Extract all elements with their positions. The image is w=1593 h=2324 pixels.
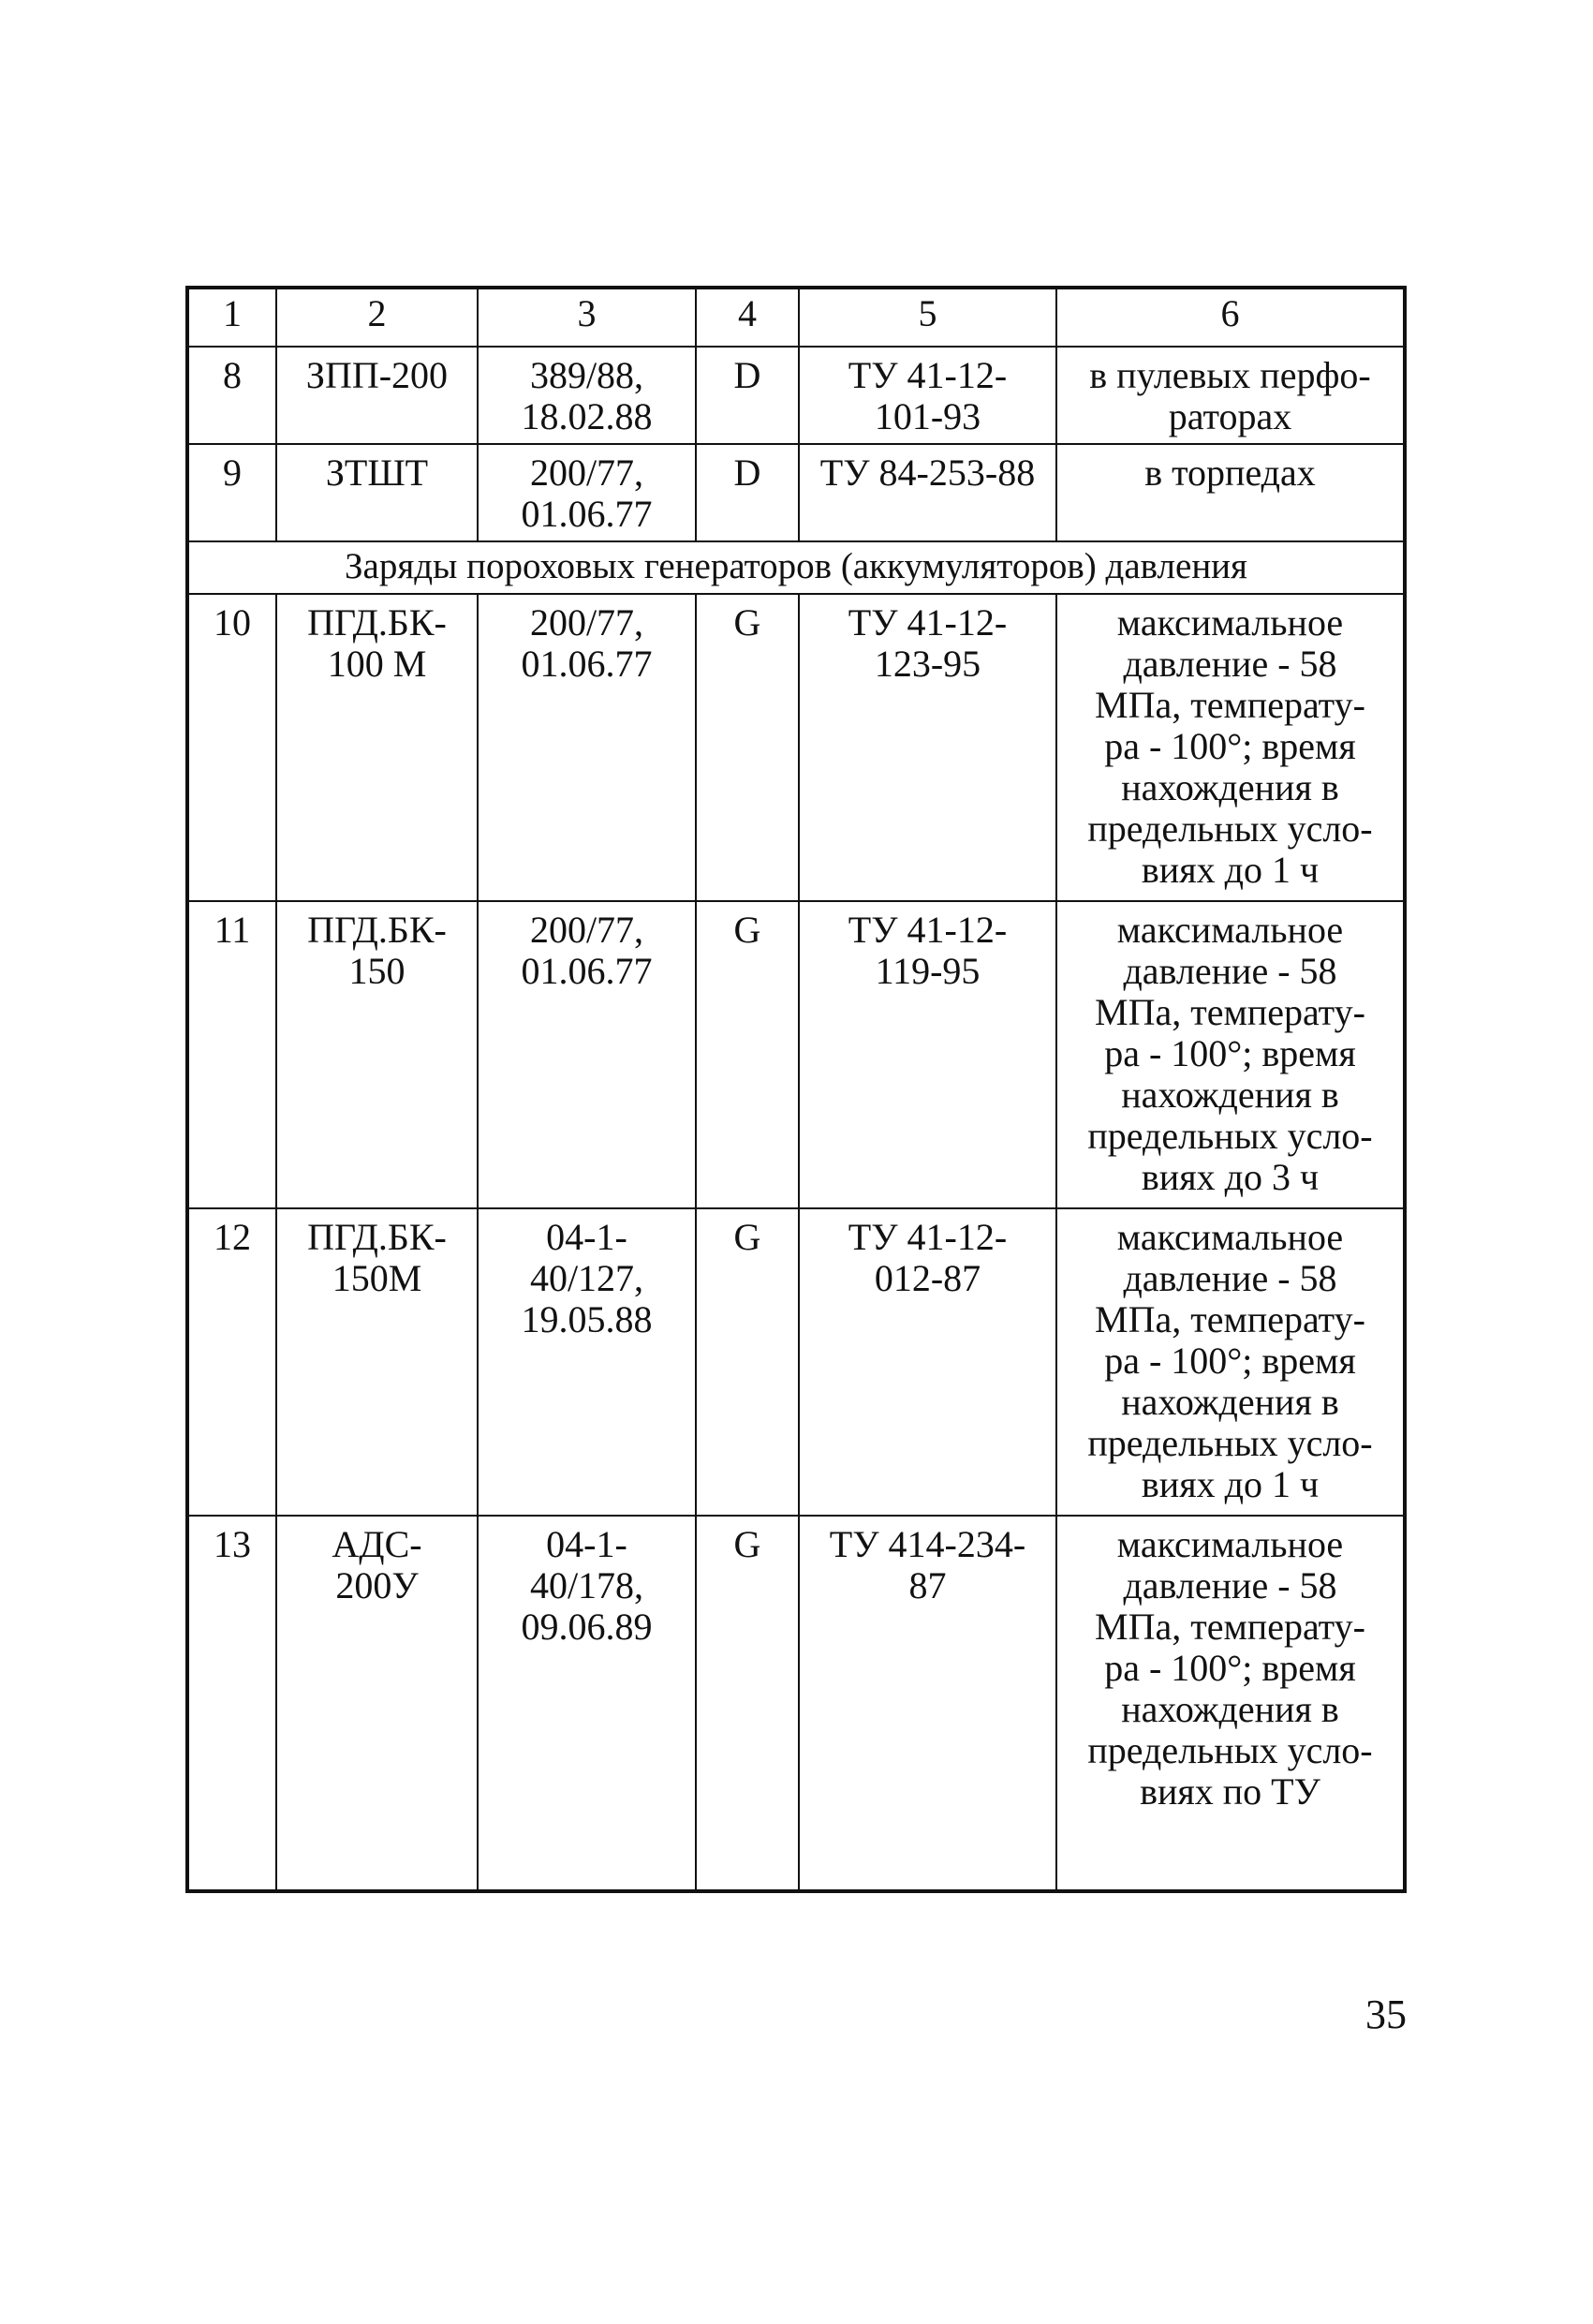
row-number: 11 (187, 901, 276, 1208)
header-cell: 5 (799, 288, 1056, 347)
header-cell: 6 (1056, 288, 1405, 347)
table-row (187, 1208, 1405, 1516)
charge-name: ПГД.БК- 100 М (276, 594, 478, 901)
permit-document: 200/77, 01.06.77 (478, 444, 696, 541)
technical-spec: ТУ 84-253-88 (799, 444, 1056, 541)
charges-table (185, 286, 1407, 1893)
technical-spec: ТУ 41-12- 012-87 (799, 1208, 1056, 1516)
charge-name: ЗПП-200 (276, 347, 478, 444)
technical-spec: ТУ 41-12- 119-95 (799, 901, 1056, 1208)
page-number: 35 (1365, 1991, 1407, 2037)
table-header-row (187, 288, 1405, 347)
usage-note: в пулевых перфо- раторах (1056, 347, 1405, 444)
table-row (187, 347, 1405, 444)
row-number: 8 (187, 347, 276, 444)
row-number: 12 (187, 1208, 276, 1516)
permit-document: 04-1- 40/178, 09.06.89 (478, 1516, 696, 1891)
table-row (187, 594, 1405, 901)
hazard-class: G (696, 901, 799, 1208)
technical-spec: ТУ 414-234- 87 (799, 1516, 1056, 1891)
row-number: 13 (187, 1516, 276, 1891)
row-number: 10 (187, 594, 276, 901)
hazard-class: G (696, 1516, 799, 1891)
usage-note: максимальное давление - 58 МПа, температу- ра - 100°; время нахождения в предельных усло- виях до 1 ч (1056, 1208, 1405, 1516)
header-cell: 2 (276, 288, 478, 347)
table-row (187, 1516, 1405, 1891)
row-number: 9 (187, 444, 276, 541)
usage-note: максимальное давление - 58 МПа, температу- ра - 100°; время нахождения в предельных усло- виях до 3 ч (1056, 901, 1405, 1208)
permit-document: 200/77, 01.06.77 (478, 901, 696, 1208)
charge-name: ПГД.БК- 150М (276, 1208, 478, 1516)
section-title: Заряды пороховых генераторов (аккумуляторов) давления (187, 541, 1405, 594)
charge-name: АДС- 200У (276, 1516, 478, 1891)
header-cell: 1 (187, 288, 276, 347)
charge-name: ЗТШТ (276, 444, 478, 541)
hazard-class: D (696, 347, 799, 444)
header-cell: 3 (478, 288, 696, 347)
hazard-class: D (696, 444, 799, 541)
permit-document: 04-1- 40/127, 19.05.88 (478, 1208, 696, 1516)
usage-note: максимальное давление - 58 МПа, температу- ра - 100°; время нахождения в предельных усло- виях по ТУ (1056, 1516, 1405, 1891)
permit-document: 200/77, 01.06.77 (478, 594, 696, 901)
technical-spec: ТУ 41-12- 101-93 (799, 347, 1056, 444)
permit-document: 389/88, 18.02.88 (478, 347, 696, 444)
table-row (187, 901, 1405, 1208)
header-cell: 4 (696, 288, 799, 347)
hazard-class: G (696, 1208, 799, 1516)
table-row (187, 444, 1405, 541)
technical-spec: ТУ 41-12- 123-95 (799, 594, 1056, 901)
hazard-class: G (696, 594, 799, 901)
usage-note: максимальное давление - 58 МПа, температу- ра - 100°; время нахождения в предельных усло- виях до 1 ч (1056, 594, 1405, 901)
charge-name: ПГД.БК- 150 (276, 901, 478, 1208)
section-row (187, 541, 1405, 594)
usage-note: в торпедах (1056, 444, 1405, 541)
